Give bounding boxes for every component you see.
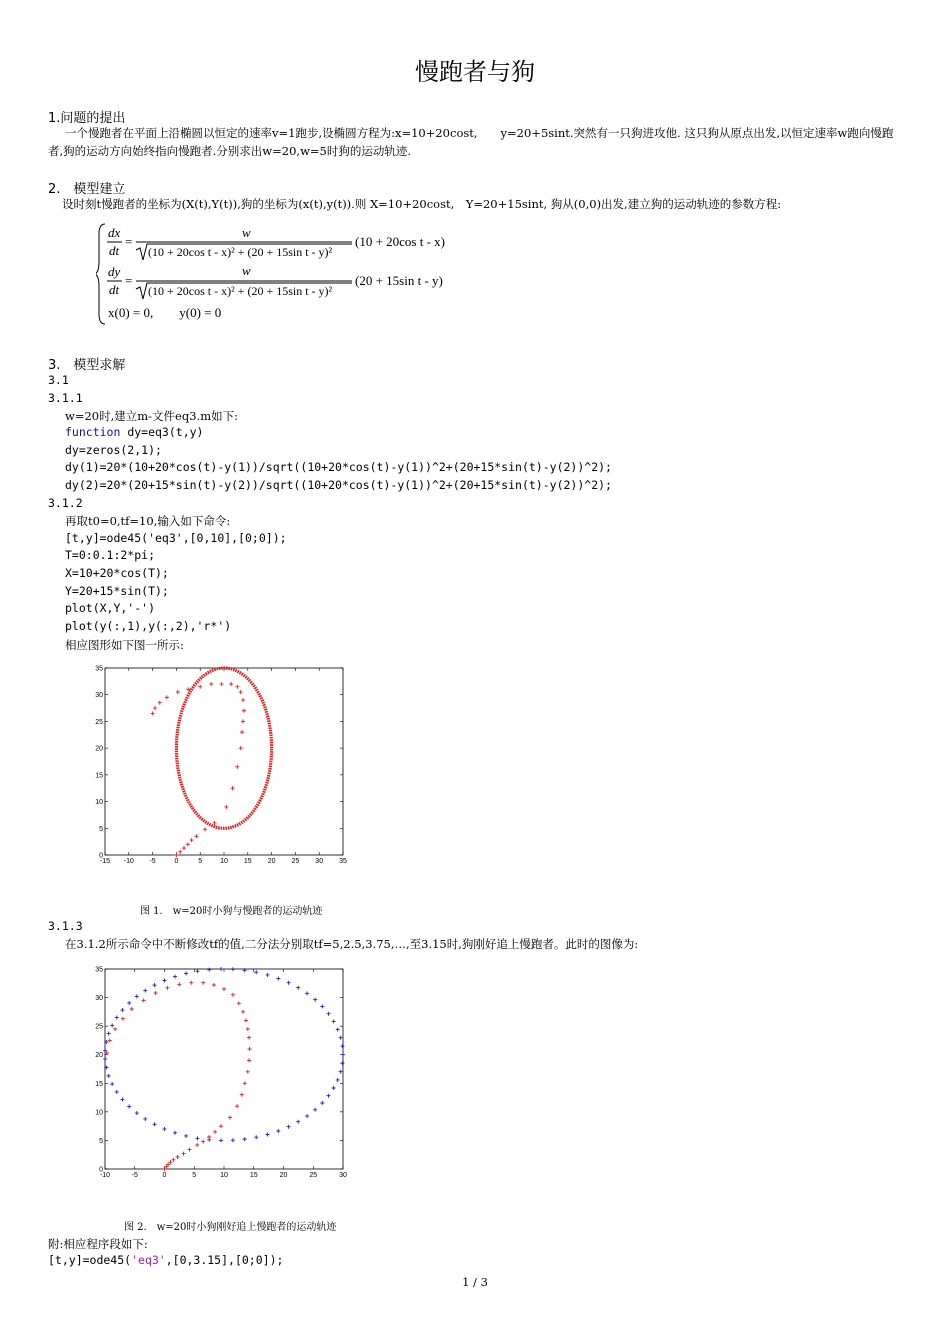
x-tick-label: 35	[339, 858, 347, 865]
y-tick-label: 30	[95, 995, 103, 1003]
section2-body: 设时刻t慢跑者的坐标为(X(t),Y(t)),狗的坐标为(x(t),y(t)).则 X=10+20cost, Y=20+15sint, 狗从(0,0)出发,建立狗的运动轨迹的参数方程:	[62, 197, 782, 211]
y-tick-label: 20	[95, 1052, 103, 1060]
x-tick-label: -10	[99, 1172, 111, 1179]
figure-2-chart	[90, 962, 360, 1187]
text-3-1-3: 在3.1.2所示命令中不断修改tf的值,二分法分别取tf=5,2.5,3.75,…,至3.15时,狗刚好追上慢跑者。此时的图像为:	[65, 937, 639, 951]
code-text: ,[0,3.15],[0;0]);	[165, 1253, 284, 1267]
y-tick-label: 5	[99, 1137, 103, 1145]
x-tick-label: 15	[249, 1172, 258, 1179]
x-tick-label: 20	[267, 858, 276, 865]
code-string: 'eq3'	[131, 1253, 166, 1267]
x-tick-label: 10	[220, 858, 228, 865]
eq-dx: dx	[108, 225, 121, 240]
x-tick-label: 10	[220, 1172, 228, 1179]
text-3-1-2: 再取t0=0,tf=10,输入如下命令:	[65, 514, 231, 528]
x-tick-label: -5	[149, 858, 156, 865]
x-tick-label: -5	[131, 1172, 138, 1179]
eq-initial: x(0) = 0, y(0) = 0	[108, 305, 222, 320]
eq-rhs-1: (10 + 20cos t - x)	[355, 234, 446, 249]
code-line: T=0:0.1:2*pi;	[65, 548, 156, 562]
dog-ode-system	[96, 220, 476, 330]
code-line: dy=zeros(2,1);	[65, 443, 162, 457]
code-line: Y=20+15*sin(T);	[65, 584, 169, 598]
text-3-1-1: w=20时,建立m-文件eq3.m如下:	[65, 409, 238, 423]
page-title: 慢跑者与狗	[415, 58, 535, 86]
y-tick-label: 25	[95, 1023, 103, 1031]
sub-3-1-3: 3.1.3	[48, 919, 83, 933]
code-text: [t,y]=ode45(	[48, 1253, 132, 1267]
x-tick-label: -10	[123, 858, 134, 865]
y-tick-label: 5	[99, 825, 103, 833]
x-tick-label: 5	[198, 858, 203, 865]
x-tick-label: -15	[99, 858, 111, 865]
sub-3-1-2: 3.1.2	[48, 496, 83, 510]
x-tick-label: 0	[162, 1172, 167, 1179]
x-tick-label: 25	[309, 1172, 318, 1179]
code-line: dy(1)=20*(10+20*cos(t)-y(1))/sqrt((10+20*cos(t)-y(1))^2+(20+15*sin(t)-y(2))^2);	[65, 460, 612, 474]
x-tick-label: 15	[243, 858, 252, 865]
code-line: plot(X,Y,'-')	[65, 601, 156, 615]
eq-dy: dy	[108, 264, 121, 279]
page-number: 1 / 3	[462, 1275, 488, 1289]
text-figure-intro: 相应图形如下图一所示:	[65, 638, 184, 652]
plot-frame	[105, 969, 343, 1169]
section1-body: 一个慢跑者在平面上沿椭圆以恒定的速率v=1跑步,设椭圆方程为:x=10+20cost, y=20+5sint.突然有一只狗进攻他. 这只狗从原点出发,以恒定速率w跑向慢跑者,狗的运动方向始终指向慢跑者.分别求出w=20,w=5时狗的运动轨迹.	[48, 126, 894, 158]
code-line-final	[48, 1253, 283, 1267]
y-tick-label: 25	[95, 718, 103, 726]
eq-dt-1: dt	[109, 243, 120, 258]
code-line: [t,y]=ode45('eq3',[0,10],[0;0]);	[65, 531, 287, 545]
x-tick-label: 5	[192, 1172, 197, 1179]
eq-radicand-1: (10 + 20cos t - x)² + (20 + 15sin t - y)²	[148, 245, 333, 259]
svg-text:=: =	[125, 234, 133, 249]
sub-3-1-1: 3.1.1	[48, 391, 83, 405]
code-keyword: function	[65, 425, 121, 439]
x-tick-label: 30	[315, 858, 324, 865]
x-tick-label: 30	[339, 1172, 347, 1179]
sub-3-1: 3.1	[48, 373, 69, 387]
x-tick-label: 25	[291, 858, 300, 865]
eq-w-2: w	[242, 263, 251, 278]
x-tick-label: 0	[174, 858, 179, 865]
eq-rhs-2: (20 + 15sin t - y)	[355, 273, 443, 288]
eq-radicand-2: (10 + 20cos t - x)² + (20 + 15sin t - y)²	[148, 284, 333, 298]
eq-dt-2: dt	[109, 282, 120, 297]
eq-w-1: w	[242, 225, 251, 240]
svg-text:=: =	[125, 273, 133, 288]
figure-1-chart	[90, 662, 360, 872]
x-tick-label: 20	[279, 1172, 288, 1179]
y-tick-label: 35	[95, 665, 103, 673]
y-tick-label: 0	[99, 852, 103, 860]
section3-heading: 3. 模型求解	[48, 358, 126, 373]
code-line-function	[65, 425, 203, 439]
y-tick-label: 15	[95, 772, 103, 780]
y-tick-label: 20	[95, 745, 103, 753]
y-tick-label: 35	[95, 966, 103, 974]
appendix-label: 附:相应程序段如下:	[48, 1237, 148, 1251]
code-line: X=10+20*cos(T);	[65, 566, 169, 580]
code-line: dy(2)=20*(20+15*sin(t)-y(2))/sqrt((10+20*cos(t)-y(1))^2+(20+15*sin(t)-y(2))^2);	[65, 478, 612, 492]
y-tick-label: 0	[99, 1166, 103, 1174]
code-line: plot(y(:,1),y(:,2),'r*')	[65, 619, 232, 633]
figure-2-caption: 图 2. w=20时小狗刚好追上慢跑者的运动轨迹	[124, 1222, 337, 1233]
y-tick-label: 10	[95, 1109, 103, 1117]
y-tick-label: 30	[95, 692, 103, 700]
figure-1-caption: 图 1. w=20时小狗与慢跑者的运动轨迹	[140, 906, 323, 917]
y-tick-label: 15	[95, 1080, 103, 1088]
y-tick-label: 10	[95, 799, 103, 807]
code-signature: dy=eq3(t,y)	[120, 425, 204, 439]
section2-heading: 2. 模型建立	[48, 182, 126, 197]
section1-heading: 1.问题的提出	[48, 111, 126, 126]
